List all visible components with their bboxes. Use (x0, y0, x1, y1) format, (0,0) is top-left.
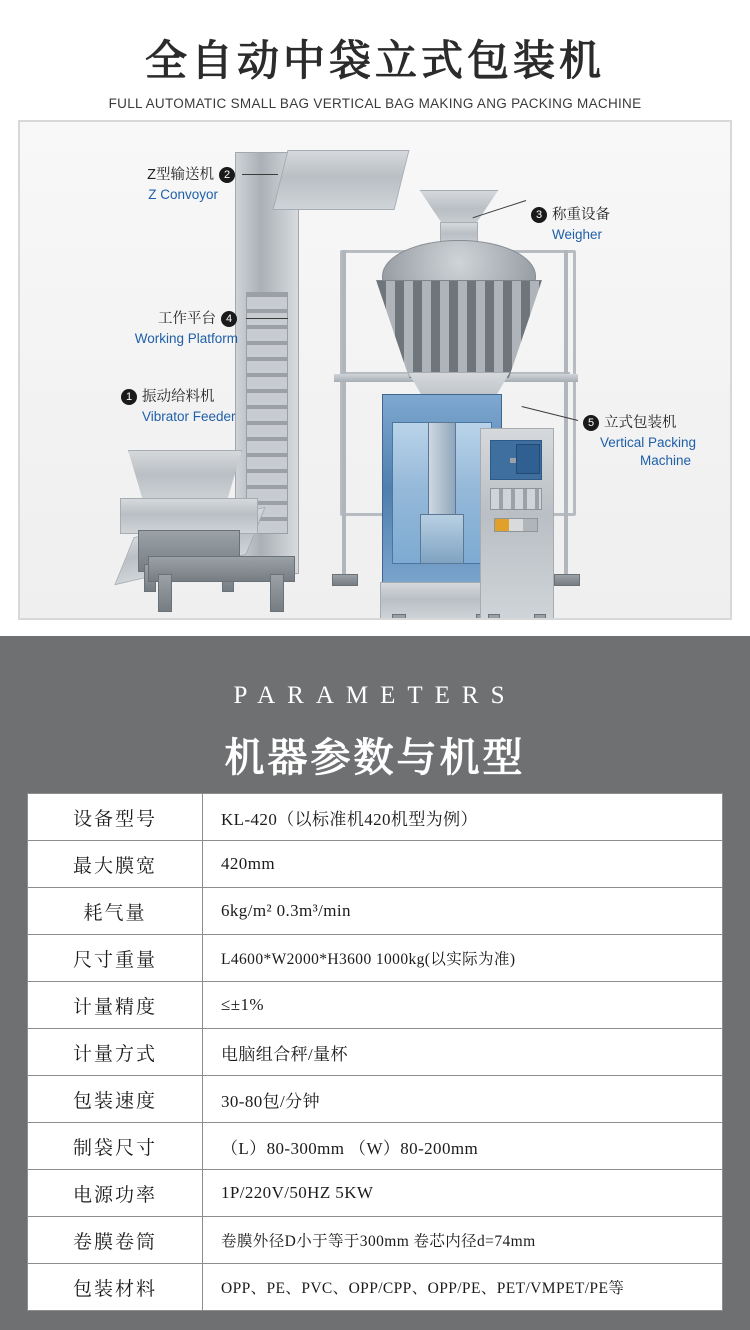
callout-vibrator-feeder-en: Vibrator Feeder (142, 408, 236, 424)
spec-value: ≤±1% (203, 982, 723, 1029)
spec-key: 包装材料 (28, 1264, 203, 1311)
conveyor-base-leg-right (270, 574, 284, 612)
callout-vertical-packing-machine-en2: Machine (640, 452, 692, 468)
callout-weigher-number: 3 (531, 207, 547, 223)
callout-z-conveyor-en: Z Convoyor (148, 186, 218, 202)
callout-vertical-packing-machine-number: 5 (583, 415, 599, 431)
table-row (28, 1029, 723, 1076)
table-row (28, 888, 723, 935)
spec-value: （L）80-300mm （W）80-200mm (203, 1123, 723, 1170)
packing-machine-leg-left (392, 614, 406, 618)
spec-key: 最大膜宽 (28, 841, 203, 888)
spec-value: 420mm (203, 841, 723, 888)
control-cabinet-leg-left (488, 614, 500, 618)
conveyor-base-leg-left (158, 574, 172, 612)
page-title: 全自动中袋立式包装机 (144, 37, 605, 84)
parameters-heading: 机器参数与机型 (224, 736, 526, 780)
parameters-eyebrow: PARAMETERS (233, 682, 517, 709)
platform-foot-right (554, 574, 580, 586)
spec-value: KL-420（以标准机420机型为例） (203, 794, 723, 841)
callout-working-platform (92, 308, 242, 348)
side-display-screen (516, 444, 540, 474)
callout-z-conveyor-number: 2 (219, 167, 235, 183)
spec-value: L4600*W2000*H3600 1000kg(以实际为准) (203, 935, 723, 982)
callout-z-conveyor-cn: Z型输送机 (147, 167, 214, 183)
table-row (28, 1264, 723, 1311)
vibrator-feeder-hopper (128, 450, 242, 504)
table-row (28, 1123, 723, 1170)
callout-working-platform-cn: 工作平台 (158, 311, 216, 327)
callout-weigher-cn: 称重设备 (552, 207, 610, 223)
spec-key: 包装速度 (28, 1076, 203, 1123)
forming-tube (428, 422, 456, 516)
spec-value: OPP、PE、PVC、OPP/CPP、OPP/PE、PET/VMPET/PE等 (203, 1264, 723, 1311)
spec-key: 制袋尺寸 (28, 1123, 203, 1170)
platform-post-right (564, 250, 568, 580)
spec-key: 电源功率 (28, 1170, 203, 1217)
spec-value: 1P/220V/50HZ 5KW (203, 1170, 723, 1217)
table-row (28, 1076, 723, 1123)
callout-vertical-packing-machine-cn: 立式包装机 (604, 415, 677, 431)
callout-vibrator-feeder-number: 1 (121, 389, 137, 405)
callout-vertical-packing-machine (578, 412, 730, 470)
spec-key: 计量方式 (28, 1029, 203, 1076)
z-conveyor-top-chute (273, 150, 410, 210)
table-row (28, 935, 723, 982)
indicator-lights (494, 518, 538, 532)
callout-working-platform-number: 4 (221, 311, 237, 327)
callout-vibrator-feeder (116, 386, 296, 426)
vibrator-feeder-tray (120, 498, 258, 534)
control-cabinet-leg-right (534, 614, 546, 618)
callout-vibrator-feeder-cn: 振动给料机 (142, 389, 215, 405)
machine-diagram (20, 122, 730, 618)
platform-foot-left (332, 574, 358, 586)
spec-value: 电脑组合秤/量杯 (203, 1029, 723, 1076)
page-subtitle: FULL AUTOMATIC SMALL BAG VERTICAL BAG MAKING ANG PACKING MACHINE (108, 96, 642, 112)
table-row (28, 841, 723, 888)
control-buttons (490, 488, 542, 510)
platform-post-left (342, 250, 346, 580)
spec-value: 30-80包/分钟 (203, 1076, 723, 1123)
table-row (28, 794, 723, 841)
spec-key: 卷膜卷筒 (28, 1217, 203, 1264)
film-bag (420, 514, 464, 564)
callout-weigher-en: Weigher (552, 226, 603, 242)
callout-working-platform-leader (246, 318, 288, 319)
callout-weigher (526, 204, 696, 244)
spec-key: 耗气量 (28, 888, 203, 935)
spec-key: 计量精度 (28, 982, 203, 1029)
spec-key: 设备型号 (28, 794, 203, 841)
spec-key: 尺寸重量 (28, 935, 203, 982)
specification-table (27, 793, 723, 1311)
hero-section (0, 0, 750, 636)
callout-z-conveyor-leader (242, 174, 278, 175)
callout-z-conveyor (80, 164, 240, 204)
spec-value: 6kg/m² 0.3m³/min (203, 888, 723, 935)
spec-value: 卷膜外径D小于等于300mm 卷芯内径d=74mm (203, 1217, 723, 1264)
machine-diagram-frame (18, 120, 732, 620)
parameters-section (0, 636, 750, 1330)
table-row (28, 1217, 723, 1264)
callout-vertical-packing-machine-en: Vertical Packing (600, 434, 697, 450)
table-row (28, 1170, 723, 1217)
table-row (28, 982, 723, 1029)
callout-working-platform-en: Working Platform (134, 330, 238, 346)
